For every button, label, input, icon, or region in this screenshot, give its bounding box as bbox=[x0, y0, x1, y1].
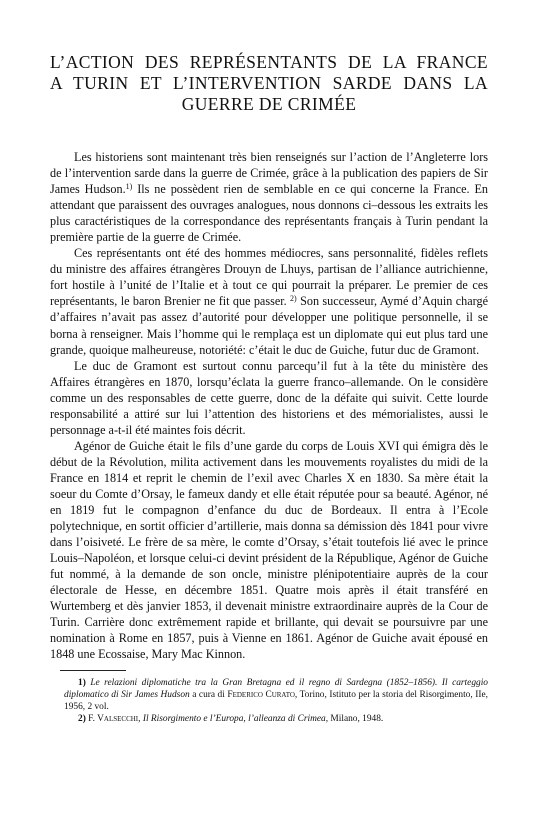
footnote-1-editor: Federico Curato bbox=[227, 689, 295, 700]
paragraph-1-text-b: Ils ne possèdent rien de semblable en ce qui concerne la France. En attendant que paraissent des ouvrages analogues, nous donnons ci–dessous les extraits les plus caractéristiques de la correspondance des représentants français à Turin pendant la première partie de la guerre de Crimée. bbox=[50, 182, 488, 245]
footnote-1-mid: a cura di bbox=[189, 689, 228, 700]
footnote-ref-1: 1) bbox=[125, 182, 133, 192]
paragraph-4: Agénor de Guiche était le fils d’une garde du corps de Louis XVI qui émigra dès le début de la Révolution, milita activement dans les mouvements royalistes du midi de la France en 1814 et reprit le chemin de l’exil avec Charles X en 1830. Sa mère était la soeur du Comte d’Orsay, le fameux dandy et elle était réputée pour sa beauté. Agénor, né en 1819 fut le compagnon d’enfance du duc de Bordeaux. Il entra à l’Ecole polytechnique, en sortit officier d’artillerie, mais donna sa démission dès 1841 pour vivre dans l’oisiveté. Le frère de sa mère, le comte d’Orsay, s’était toutefois lié avec le prince Louis–Napoléon, et lorsque celui-ci devint président de la République, Agénor de Guiche fut nommé, à la demande de son oncle, ministre plénipotentiaire auprès de la cour électorale de Hesse, en décembre 1851. Quatre mois après il était transféré en Wurtemberg et dès janvier 1853, il devenait ministre extraordinaire auprès de la Cour de Turin. Carrière donc extrêmement rapide et brillante, qui devait se poursuivre par une nomination à Rome en 1857, puis à Vienne en 1861. Agénor de Guiche avait épousé en 1848 une Ecossaise, Mary Mac Kinnon. bbox=[50, 438, 488, 662]
title-line-2: A TURIN ET L’INTERVENTION SARDE DANS LA bbox=[50, 73, 488, 93]
footnote-1 bbox=[64, 677, 488, 714]
footnote-2-number: 2) bbox=[78, 714, 86, 725]
footnotes bbox=[50, 677, 488, 726]
paragraph-1 bbox=[50, 149, 488, 245]
footnote-2-title: Il Risorgimento e l’Europa, l’alleanza di Crimea bbox=[142, 714, 326, 725]
paragraph-2 bbox=[50, 245, 488, 357]
title-line-1: L’ACTION DES REPRÉSENTANTS DE LA FRANCE bbox=[50, 52, 488, 72]
article-title bbox=[50, 52, 488, 115]
paragraph-3: Le duc de Gramont est surtout connu parcequ’il fut à la tête du ministère des Affaires étrangères en 1870, lorsqu’éclata la guerre franco–allemande. On le considère comme un des responsables de cette guerre, donc de la défaite qui suivit. Cette lourde responsabilité a attiré sur lui l’attention des historiens et des mémorialistes, aussi le personnage a-t-il été maintes fois décrit. bbox=[50, 358, 488, 437]
footnote-2-sep: , bbox=[138, 714, 143, 725]
paragraph-1-text-a: Les historiens sont maintenant très bien renseignés sur l’action de l’Angleterre lors de l’intervention sarde dans la guerre de Crimée, grâce à la publication des papiers de Sir James Hudson. bbox=[50, 150, 488, 197]
footnote-2 bbox=[64, 713, 488, 725]
footnote-ref-2: 2) bbox=[290, 294, 297, 304]
paragraph-2-text-a: Ces représentants ont été des hommes médiocres, sans personnalité, fidèles reflets du ministre des affaires étrangères Drouyn de Lhuys, partisan de l’alliance autrichienne, fort hostile à l’unité de l’Italie et à tout ce qui pourrait la préparer. Le premier de ces représentants, le baron Brenier ne fit que passer. bbox=[50, 246, 488, 309]
footnote-separator bbox=[60, 670, 126, 671]
footnote-1-title: Le relazioni diplomatiche tra la Gran Bretagna ed il regno di Sardegna (1852–1856). Il carteggio diplomatico di Sir James Hudson bbox=[64, 677, 488, 700]
footnote-1-rest: , Torino, Istituto per la storia del Risorgimento, IIe, 1956, 2 vol. bbox=[64, 689, 488, 712]
paragraph-2-text-b: Son successeur, Aymé d’Aquin chargé d’affaires n’avait pas assez d’autorité pour développer une politique personnelle, il se borna à renseigner. Mais l’homme qui le remplaça est un diplomate qui eut plus tard une grande, quoique malheureuse, notoriété: c’était le duc de Guiche, futur duc de Gramont. bbox=[50, 294, 488, 357]
article-body bbox=[50, 149, 488, 663]
footnote-2-author: F. Valsecchi bbox=[88, 714, 139, 725]
title-line-3: GUERRE DE CRIMÉE bbox=[181, 94, 357, 114]
footnote-1-number: 1) bbox=[78, 677, 86, 688]
footnote-2-rest: , Milano, 1948. bbox=[325, 714, 384, 725]
